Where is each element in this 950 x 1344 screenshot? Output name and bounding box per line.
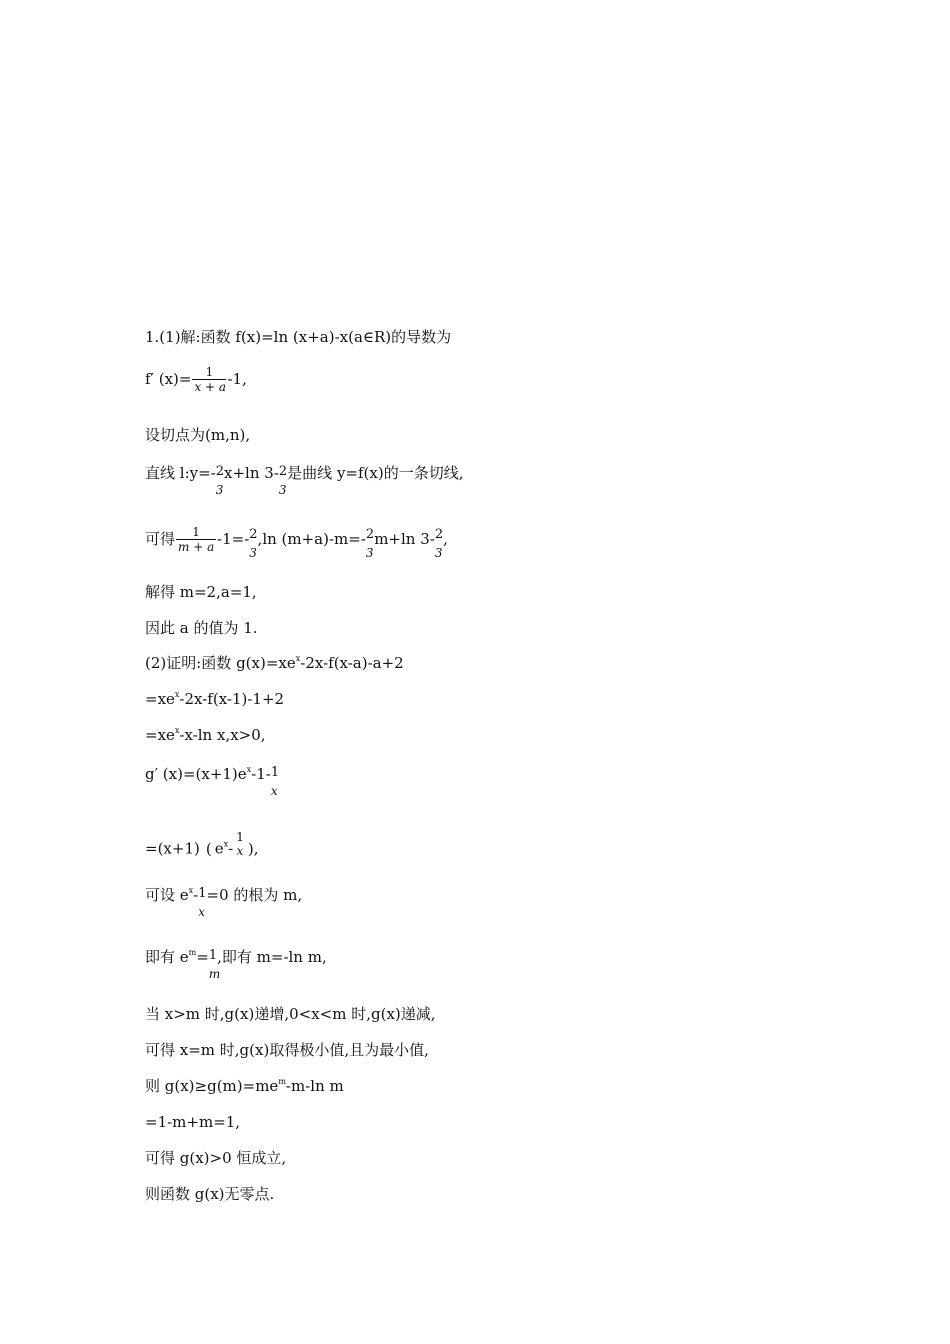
line-19-text: 可得 g(x)>0 恒成立,: [145, 1149, 287, 1167]
fraction-2-over-3: 2 3: [249, 527, 258, 560]
line-16-text: 可得 x=m 时,g(x)取得极小值,且为最小值,: [145, 1041, 429, 1059]
line-5-part-c: ,ln (m+a)-m=-: [257, 530, 366, 548]
text-line-3: [145, 425, 250, 445]
line-5-part-a: 可得: [145, 530, 176, 548]
fraction-1-over-x-plus-a: $\frac{1}{x + a}$: [194, 365, 227, 394]
line-15-text: 当 x>m 时,g(x)递增,0<x<m 时,g(x)递减,: [145, 1005, 436, 1023]
line-14-part-b: =: [196, 948, 209, 966]
derivative-lhs: f′ (x)=: [145, 370, 192, 388]
left-paren: (: [205, 839, 212, 858]
text-line-7: [145, 618, 258, 638]
text-line-5: [145, 525, 448, 560]
fraction-1-over-x: 1 x: [270, 765, 280, 798]
line-9-part-b: -2x-f(x-1)-1+2: [179, 690, 285, 708]
text-line-2: [145, 366, 247, 394]
text-line-15: [145, 1004, 436, 1024]
fraction-2-over-3: 2 3: [215, 464, 225, 497]
line-5-part-b: -1=-: [217, 530, 250, 548]
text-line-16: [145, 1040, 429, 1060]
fraction-2-over-3: 2 3: [434, 527, 444, 560]
exponent: m: [278, 1077, 286, 1086]
text-line-8: [145, 653, 404, 673]
exponent: m: [188, 948, 197, 957]
line-10-part-a: =xe: [145, 726, 175, 744]
line-5-part-e: ,: [443, 530, 448, 548]
text-line-1: [145, 327, 451, 347]
line-18-text: =1-m+m=1,: [145, 1113, 241, 1131]
fraction-1-over-x: 1 x: [198, 886, 207, 919]
line-14-part-c: ,即有 m=-ln m,: [217, 948, 327, 966]
line-4-part-b: x+ln 3-: [224, 464, 279, 482]
text-line-19: [145, 1148, 286, 1168]
exponent: x: [174, 690, 180, 699]
exponent: x: [246, 765, 252, 774]
line-1-text: 1.(1)解:函数 f(x)=ln (x+a)-x(a∈R)的导数为: [145, 328, 452, 346]
line-13-part-a: 可设 e: [145, 886, 189, 904]
line-13-part-c: =0 的根为 m,: [206, 886, 303, 904]
line-5-part-d: m+ln 3-: [374, 530, 435, 548]
line-4-part-a: 直线 l:y=-: [145, 464, 216, 482]
exponent: x: [295, 654, 301, 663]
line-13-part-b: -: [193, 886, 199, 904]
text-line-10: [145, 725, 266, 745]
line-12-part-d: ,: [253, 839, 259, 858]
line-3-text: 设切点为(m,n),: [145, 426, 251, 444]
line-7-text: 因此 a 的值为 1.: [145, 619, 258, 637]
line-8-part-a: (2)证明:函数 g(x)=xe: [145, 654, 296, 672]
right-paren: ): [247, 839, 254, 858]
exponent: x: [223, 839, 229, 849]
fraction-1-over-m-plus-a: $\frac{1}{m + a}$: [178, 525, 215, 554]
line-12-part-c: -: [228, 839, 234, 858]
text-line-4: [145, 463, 464, 497]
fraction-2-over-3: 2 3: [365, 527, 375, 560]
text-line-12: [145, 830, 259, 863]
line-17-part-b: -m-ln m: [285, 1077, 344, 1095]
line-4-part-c: 是曲线 y=f(x)的一条切线,: [287, 464, 464, 482]
line-17-part-a: 则 g(x)≥g(m)=me: [145, 1077, 279, 1095]
exponent: x: [174, 726, 180, 735]
fraction-1-over-x: 1 x: [236, 830, 244, 858]
line-8-part-b: -2x-f(x-a)-a+2: [300, 654, 404, 672]
text-line-18: [145, 1112, 240, 1132]
line-12-part-b: e: [214, 839, 224, 858]
text-line-9: [145, 689, 284, 709]
text-line-14: [145, 947, 327, 981]
text-line-11: [145, 764, 280, 798]
text-line-6: [145, 582, 257, 602]
text-line-13: [145, 885, 303, 919]
text-line-20: [145, 1184, 274, 1204]
text-line-17: [145, 1076, 344, 1096]
derivative-rhs: -1,: [227, 370, 247, 388]
exponent: x: [188, 886, 194, 895]
line-11-part-b: -1-: [251, 765, 271, 783]
line-20-text: 则函数 g(x)无零点.: [145, 1185, 275, 1203]
fraction-1-over-m: 1 m: [208, 948, 221, 981]
line-11-part-a: g′ (x)=(x+1)e: [145, 765, 247, 783]
line-10-part-b: -x-ln x,x>0,: [179, 726, 266, 744]
line-9-part-a: =xe: [145, 690, 175, 708]
line-12-part-a: =(x+1): [145, 839, 200, 858]
fraction-2-over-3: 2 3: [278, 464, 288, 497]
line-14-part-a: 即有 e: [145, 948, 189, 966]
line-6-text: 解得 m=2,a=1,: [145, 583, 257, 601]
